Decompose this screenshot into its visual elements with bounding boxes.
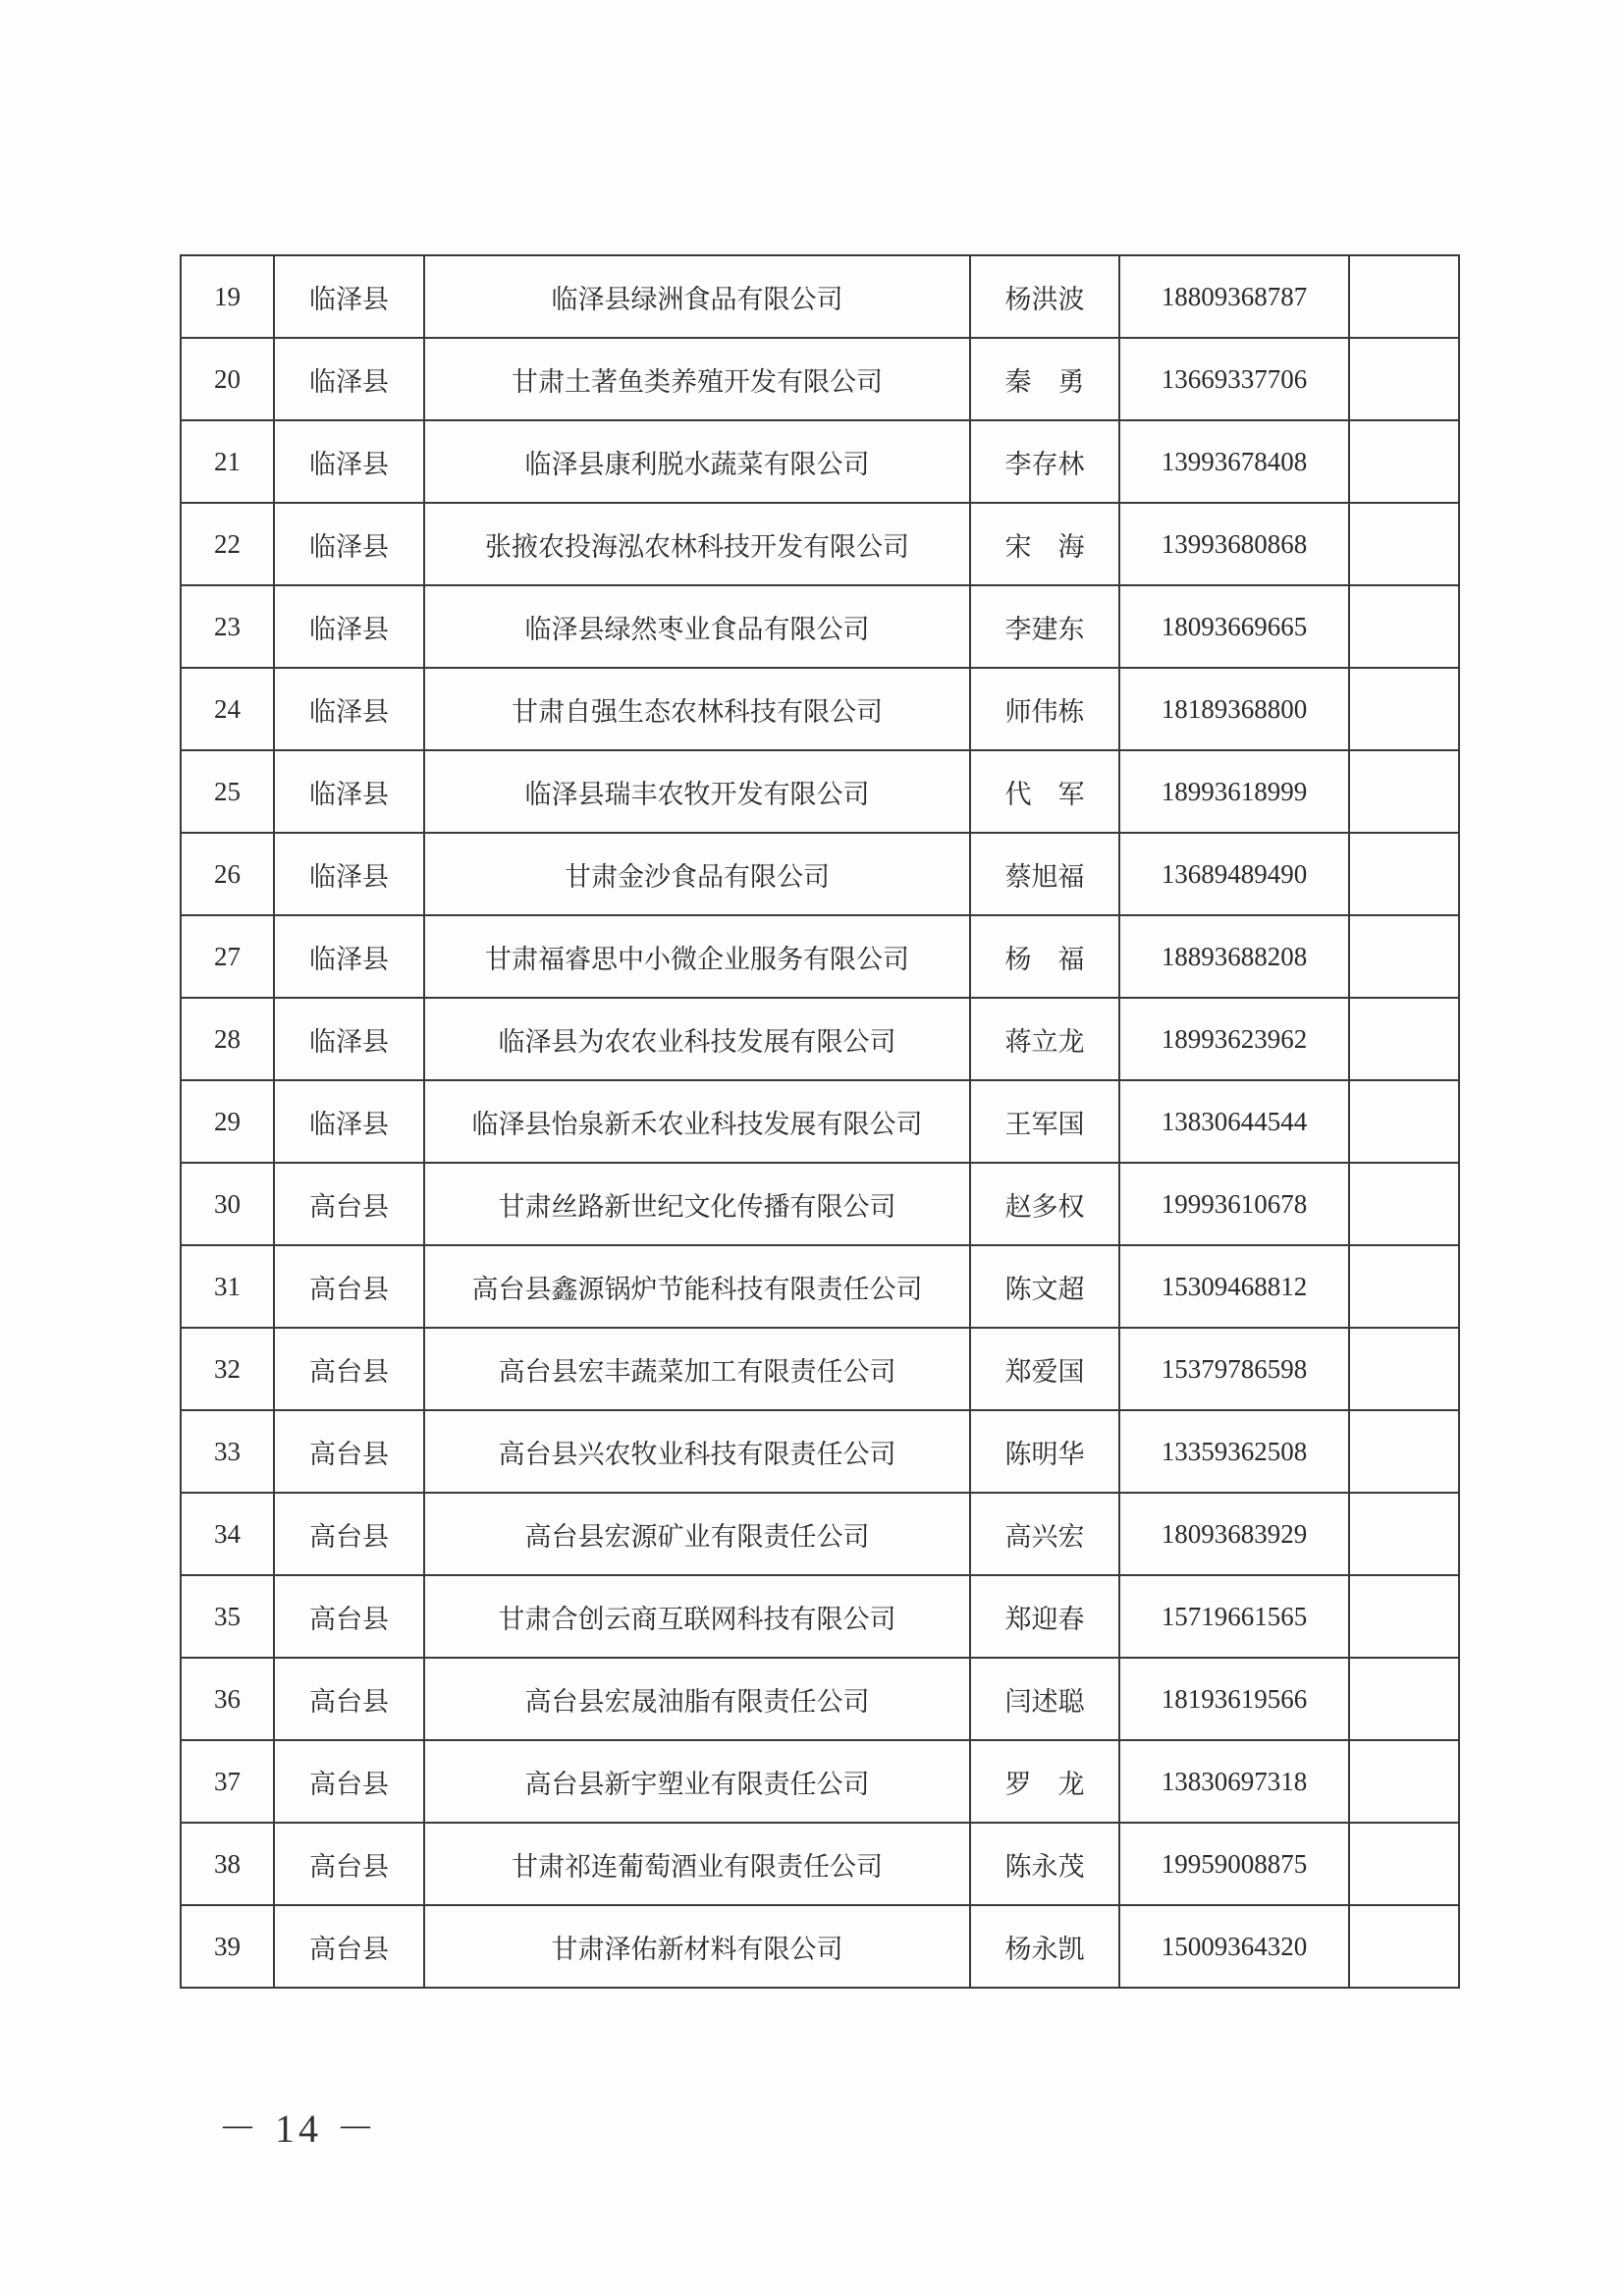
remark-cell [1349, 1410, 1459, 1493]
table-row [181, 1575, 1459, 1658]
county-cell: 临泽县 [274, 255, 424, 338]
contact-person-cell: 王军国 [970, 1080, 1119, 1163]
remark-cell [1349, 338, 1459, 420]
remark-cell [1349, 503, 1459, 585]
row-number: 34 [181, 1493, 274, 1575]
company-name-cell: 高台县宏晟油脂有限责任公司 [424, 1658, 970, 1740]
contact-person-cell: 赵多权 [970, 1163, 1119, 1245]
company-name-cell: 甘肃丝路新世纪文化传播有限公司 [424, 1163, 970, 1245]
remark-cell [1349, 1245, 1459, 1328]
phone-number-cell: 18093683929 [1119, 1493, 1349, 1575]
company-name-cell: 甘肃金沙食品有限公司 [424, 833, 970, 915]
table-body [181, 255, 1459, 1988]
remark-cell [1349, 255, 1459, 338]
table-row [181, 915, 1459, 998]
county-cell: 高台县 [274, 1740, 424, 1823]
phone-number-cell: 19959008875 [1119, 1823, 1349, 1905]
contact-person-cell: 杨洪波 [970, 255, 1119, 338]
row-number: 28 [181, 998, 274, 1080]
company-name-cell: 高台县新宇塑业有限责任公司 [424, 1740, 970, 1823]
company-name-cell: 甘肃泽佑新材料有限公司 [424, 1905, 970, 1988]
phone-number-cell: 18193619566 [1119, 1658, 1349, 1740]
table-row [181, 420, 1459, 503]
county-cell: 高台县 [274, 1245, 424, 1328]
county-cell: 临泽县 [274, 503, 424, 585]
county-cell: 高台县 [274, 1163, 424, 1245]
row-number: 37 [181, 1740, 274, 1823]
row-number: 32 [181, 1328, 274, 1410]
remark-cell [1349, 668, 1459, 750]
page-number: － 14 － [218, 2106, 379, 2151]
phone-number-cell: 13359362508 [1119, 1410, 1349, 1493]
contact-person-cell: 陈永茂 [970, 1823, 1119, 1905]
row-number: 33 [181, 1410, 274, 1493]
company-name-cell: 甘肃合创云商互联网科技有限公司 [424, 1575, 970, 1658]
row-number: 26 [181, 833, 274, 915]
contact-person-cell: 郑迎春 [970, 1575, 1119, 1658]
contact-person-cell: 蒋立龙 [970, 998, 1119, 1080]
table-row [181, 998, 1459, 1080]
contact-person-cell: 蔡旭福 [970, 833, 1119, 915]
phone-number-cell: 18809368787 [1119, 255, 1349, 338]
county-cell: 临泽县 [274, 998, 424, 1080]
table-row [181, 255, 1459, 338]
county-cell: 高台县 [274, 1823, 424, 1905]
remark-cell [1349, 585, 1459, 668]
phone-number-cell: 18993618999 [1119, 750, 1349, 833]
table-row [181, 750, 1459, 833]
row-number: 24 [181, 668, 274, 750]
remark-cell [1349, 915, 1459, 998]
county-cell: 临泽县 [274, 750, 424, 833]
row-number: 39 [181, 1905, 274, 1988]
contact-person-cell: 高兴宏 [970, 1493, 1119, 1575]
row-number: 21 [181, 420, 274, 503]
contact-person-cell: 陈文超 [970, 1245, 1119, 1328]
contact-person-cell: 代 军 [970, 750, 1119, 833]
county-cell: 高台县 [274, 1410, 424, 1493]
county-cell: 临泽县 [274, 668, 424, 750]
company-name-cell: 甘肃土著鱼类养殖开发有限公司 [424, 338, 970, 420]
phone-number-cell: 13993680868 [1119, 503, 1349, 585]
phone-number-cell: 13830644544 [1119, 1080, 1349, 1163]
contact-person-cell: 陈明华 [970, 1410, 1119, 1493]
county-cell: 临泽县 [274, 420, 424, 503]
contact-person-cell: 秦 勇 [970, 338, 1119, 420]
company-name-cell: 临泽县绿洲食品有限公司 [424, 255, 970, 338]
company-name-cell: 临泽县怡泉新禾农业科技发展有限公司 [424, 1080, 970, 1163]
remark-cell [1349, 833, 1459, 915]
row-number: 20 [181, 338, 274, 420]
remark-cell [1349, 1575, 1459, 1658]
table-row [181, 833, 1459, 915]
table-row [181, 1740, 1459, 1823]
row-number: 36 [181, 1658, 274, 1740]
remark-cell [1349, 998, 1459, 1080]
phone-number-cell: 15379786598 [1119, 1328, 1349, 1410]
row-number: 38 [181, 1823, 274, 1905]
phone-number-cell: 15009364320 [1119, 1905, 1349, 1988]
contact-person-cell: 师伟栋 [970, 668, 1119, 750]
phone-number-cell: 15309468812 [1119, 1245, 1349, 1328]
remark-cell [1349, 1823, 1459, 1905]
contact-person-cell: 罗 龙 [970, 1740, 1119, 1823]
company-name-cell: 甘肃祁连葡萄酒业有限责任公司 [424, 1823, 970, 1905]
remark-cell [1349, 1740, 1459, 1823]
company-name-cell: 高台县宏源矿业有限责任公司 [424, 1493, 970, 1575]
contact-person-cell: 闫述聪 [970, 1658, 1119, 1740]
county-cell: 临泽县 [274, 915, 424, 998]
row-number: 25 [181, 750, 274, 833]
table-row [181, 1658, 1459, 1740]
table-row [181, 668, 1459, 750]
remark-cell [1349, 1163, 1459, 1245]
table-row [181, 503, 1459, 585]
table-row [181, 1080, 1459, 1163]
contact-person-cell: 李建东 [970, 585, 1119, 668]
county-cell: 高台县 [274, 1328, 424, 1410]
table-row [181, 1823, 1459, 1905]
company-name-cell: 临泽县绿然枣业食品有限公司 [424, 585, 970, 668]
remark-cell [1349, 1658, 1459, 1740]
company-name-cell: 临泽县为农农业科技发展有限公司 [424, 998, 970, 1080]
county-cell: 高台县 [274, 1575, 424, 1658]
table-row [181, 1410, 1459, 1493]
county-cell: 高台县 [274, 1658, 424, 1740]
phone-number-cell: 13830697318 [1119, 1740, 1349, 1823]
row-number: 31 [181, 1245, 274, 1328]
table-row [181, 585, 1459, 668]
remark-cell [1349, 750, 1459, 833]
company-list-table [180, 254, 1460, 1989]
table-row [181, 1245, 1459, 1328]
company-name-cell: 张掖农投海泓农林科技开发有限公司 [424, 503, 970, 585]
phone-number-cell: 15719661565 [1119, 1575, 1349, 1658]
phone-number-cell: 13993678408 [1119, 420, 1349, 503]
company-name-cell: 临泽县瑞丰农牧开发有限公司 [424, 750, 970, 833]
table-row [181, 1493, 1459, 1575]
phone-number-cell: 13689489490 [1119, 833, 1349, 915]
remark-cell [1349, 1493, 1459, 1575]
phone-number-cell: 13669337706 [1119, 338, 1349, 420]
row-number: 23 [181, 585, 274, 668]
phone-number-cell: 18993623962 [1119, 998, 1349, 1080]
row-number: 35 [181, 1575, 274, 1658]
county-cell: 临泽县 [274, 338, 424, 420]
table-row [181, 338, 1459, 420]
county-cell: 临泽县 [274, 1080, 424, 1163]
phone-number-cell: 18893688208 [1119, 915, 1349, 998]
county-cell: 高台县 [274, 1493, 424, 1575]
contact-person-cell: 宋 海 [970, 503, 1119, 585]
county-cell: 临泽县 [274, 833, 424, 915]
remark-cell [1349, 1905, 1459, 1988]
company-name-cell: 高台县鑫源锅炉节能科技有限责任公司 [424, 1245, 970, 1328]
county-cell: 临泽县 [274, 585, 424, 668]
company-name-cell: 高台县兴农牧业科技有限责任公司 [424, 1410, 970, 1493]
contact-person-cell: 李存林 [970, 420, 1119, 503]
row-number: 27 [181, 915, 274, 998]
row-number: 30 [181, 1163, 274, 1245]
county-cell: 高台县 [274, 1905, 424, 1988]
table-row [181, 1163, 1459, 1245]
table-row [181, 1328, 1459, 1410]
row-number: 19 [181, 255, 274, 338]
contact-person-cell: 郑爱国 [970, 1328, 1119, 1410]
remark-cell [1349, 420, 1459, 503]
phone-number-cell: 19993610678 [1119, 1163, 1349, 1245]
company-name-cell: 高台县宏丰蔬菜加工有限责任公司 [424, 1328, 970, 1410]
row-number: 29 [181, 1080, 274, 1163]
remark-cell [1349, 1080, 1459, 1163]
table-row [181, 1905, 1459, 1988]
company-name-cell: 甘肃自强生态农林科技有限公司 [424, 668, 970, 750]
company-name-cell: 甘肃福睿思中小微企业服务有限公司 [424, 915, 970, 998]
remark-cell [1349, 1328, 1459, 1410]
row-number: 22 [181, 503, 274, 585]
phone-number-cell: 18093669665 [1119, 585, 1349, 668]
phone-number-cell: 18189368800 [1119, 668, 1349, 750]
contact-person-cell: 杨 福 [970, 915, 1119, 998]
company-name-cell: 临泽县康利脱水蔬菜有限公司 [424, 420, 970, 503]
contact-person-cell: 杨永凯 [970, 1905, 1119, 1988]
